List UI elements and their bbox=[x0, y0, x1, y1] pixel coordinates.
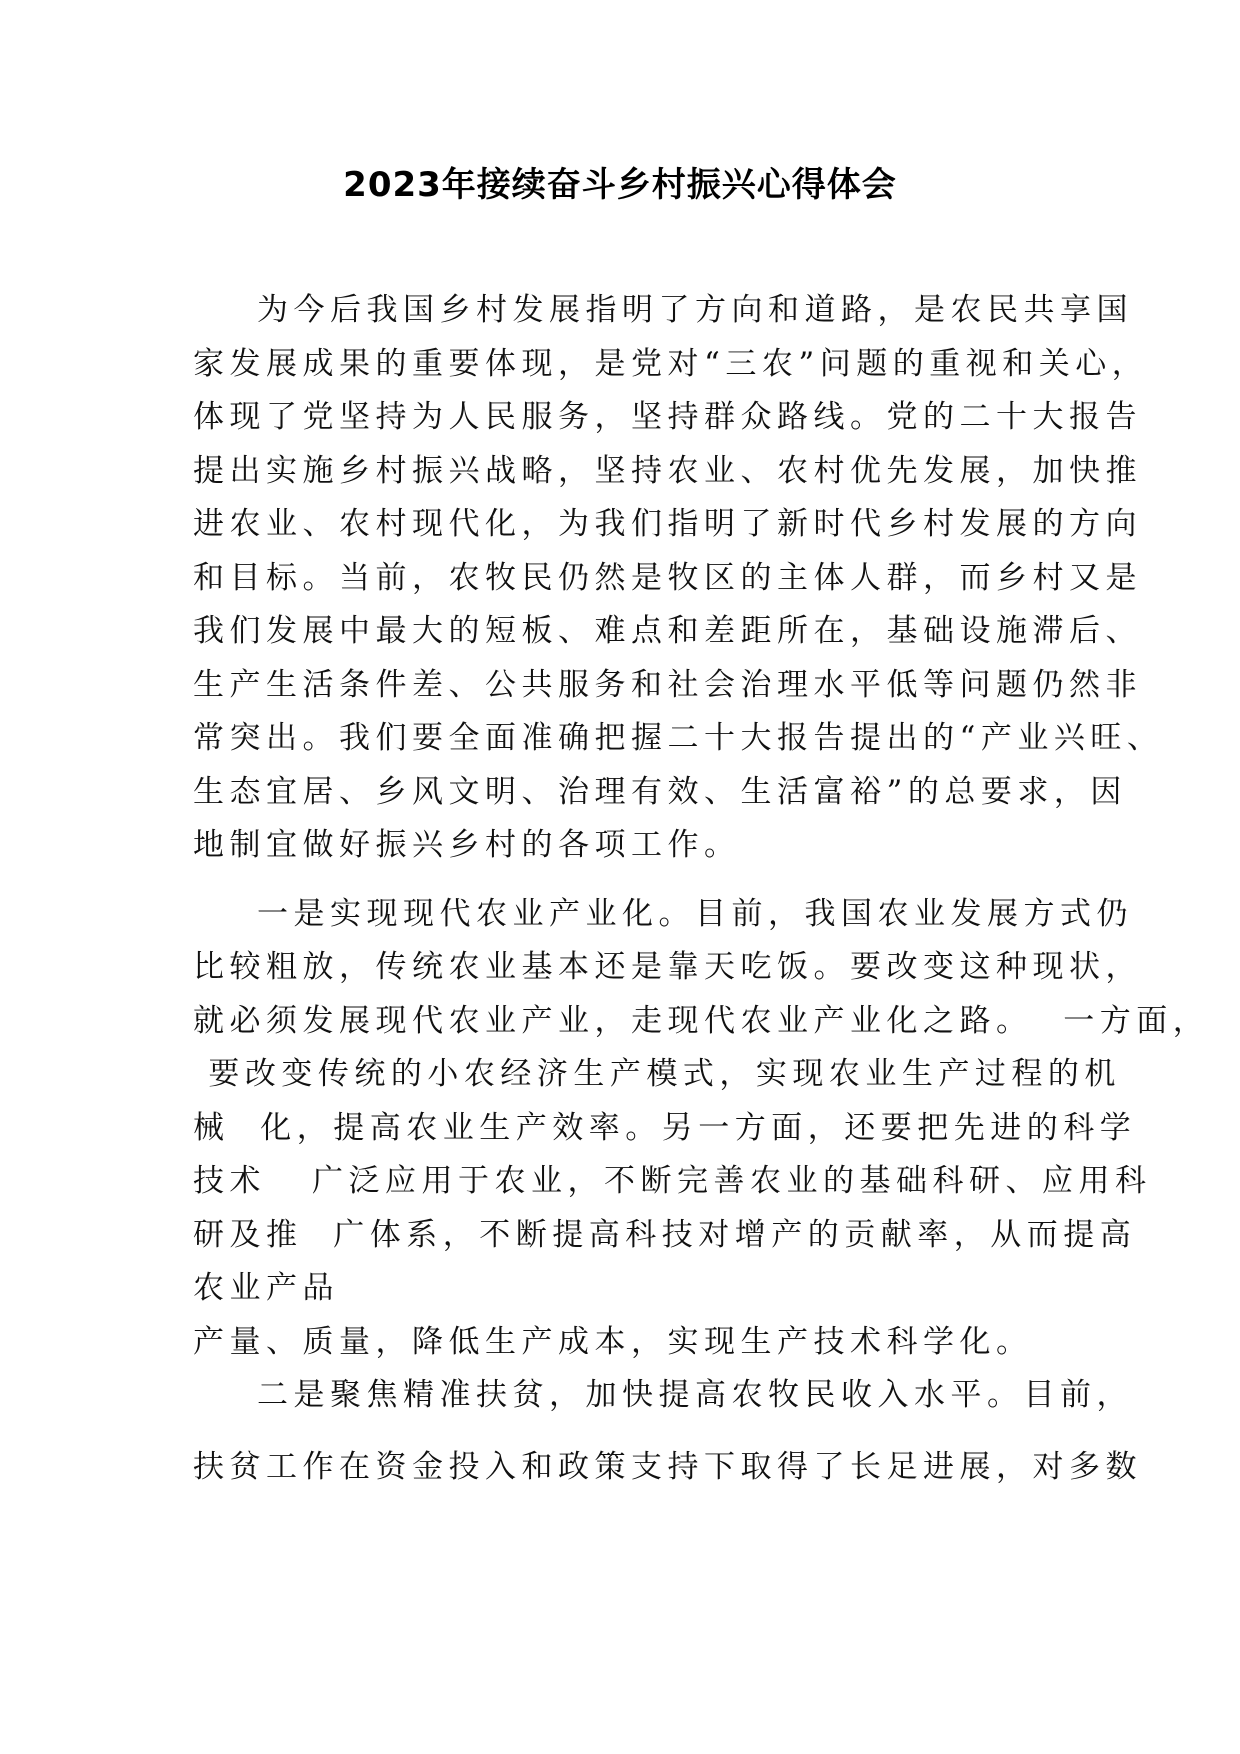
text-line: 提出实施乡村振兴战略，坚持农业、农村优先发展，加快推 bbox=[193, 452, 1142, 489]
text-line: 家发展成果的重要体现，是党对“三农”问题的重视和关心， bbox=[193, 345, 1149, 382]
text-line: 研及推 广体系，不断提高科技对增产的贡献率，从而提高 bbox=[193, 1216, 1137, 1253]
text-line: 为今后我国乡村发展指明了方向和道路，是农民共享国 bbox=[257, 292, 1133, 328]
text-line: 农业产品 bbox=[193, 1270, 339, 1306]
text-line: 要改变传统的小农经济生产模式，实现农业生产过程的机 bbox=[193, 1056, 1121, 1092]
text-line: 进农业、农村现代化，为我们指明了新时代乡村发展的方向 bbox=[193, 506, 1142, 542]
document-title: 2023年接续奋斗乡村振兴心得体会 bbox=[343, 165, 897, 205]
text-line: 就必须发展现代农业产业，走现代农业产业化之路。 一方面， bbox=[193, 1002, 1210, 1039]
text-line: 技术 广泛应用于农业，不断完善农业的基础科研、应用科 bbox=[193, 1163, 1152, 1199]
text-line: 地制宜做好振兴乡村的各项工作。 bbox=[193, 827, 741, 863]
text-line: 常突出。我们要全面准确把握二十大报告提出的“产业兴旺、 bbox=[193, 720, 1164, 756]
text-line: 产量、质量，降低生产成本，实现生产技术科学化。 bbox=[193, 1323, 1033, 1360]
text-line: 生态宜居、乡风文明、治理有效、生活富裕”的总要求，因 bbox=[193, 773, 1127, 810]
text-line: 比较粗放，传统农业基本还是靠天吃饭。要改变这种现状， bbox=[193, 949, 1142, 985]
document-body bbox=[193, 284, 1210, 1494]
text-line: 械 化，提高农业生产效率。另一方面，还要把先进的科学 bbox=[193, 1109, 1137, 1146]
text-line: 一是实现现代农业产业化。目前，我国农业发展方式仍 bbox=[257, 895, 1133, 932]
text-line: 体现了党坚持为人民服务，坚持群众路线。党的二十大报告 bbox=[193, 399, 1142, 435]
text-line: 我们发展中最大的短板、难点和差距所在，基础设施滞后、 bbox=[193, 613, 1142, 649]
text-line: 生产生活条件差、公共服务和社会治理水平低等问题仍然非 bbox=[193, 666, 1142, 703]
text-line: 二是聚焦精准扶贫，加快提高农牧民收入水平。目前， bbox=[257, 1377, 1133, 1413]
text-line: 和目标。当前，农牧民仍然是牧区的主体人群，而乡村又是 bbox=[193, 559, 1142, 596]
text-line: 扶贫工作在资金投入和政策支持下取得了长足进展，对多数 bbox=[193, 1448, 1142, 1485]
